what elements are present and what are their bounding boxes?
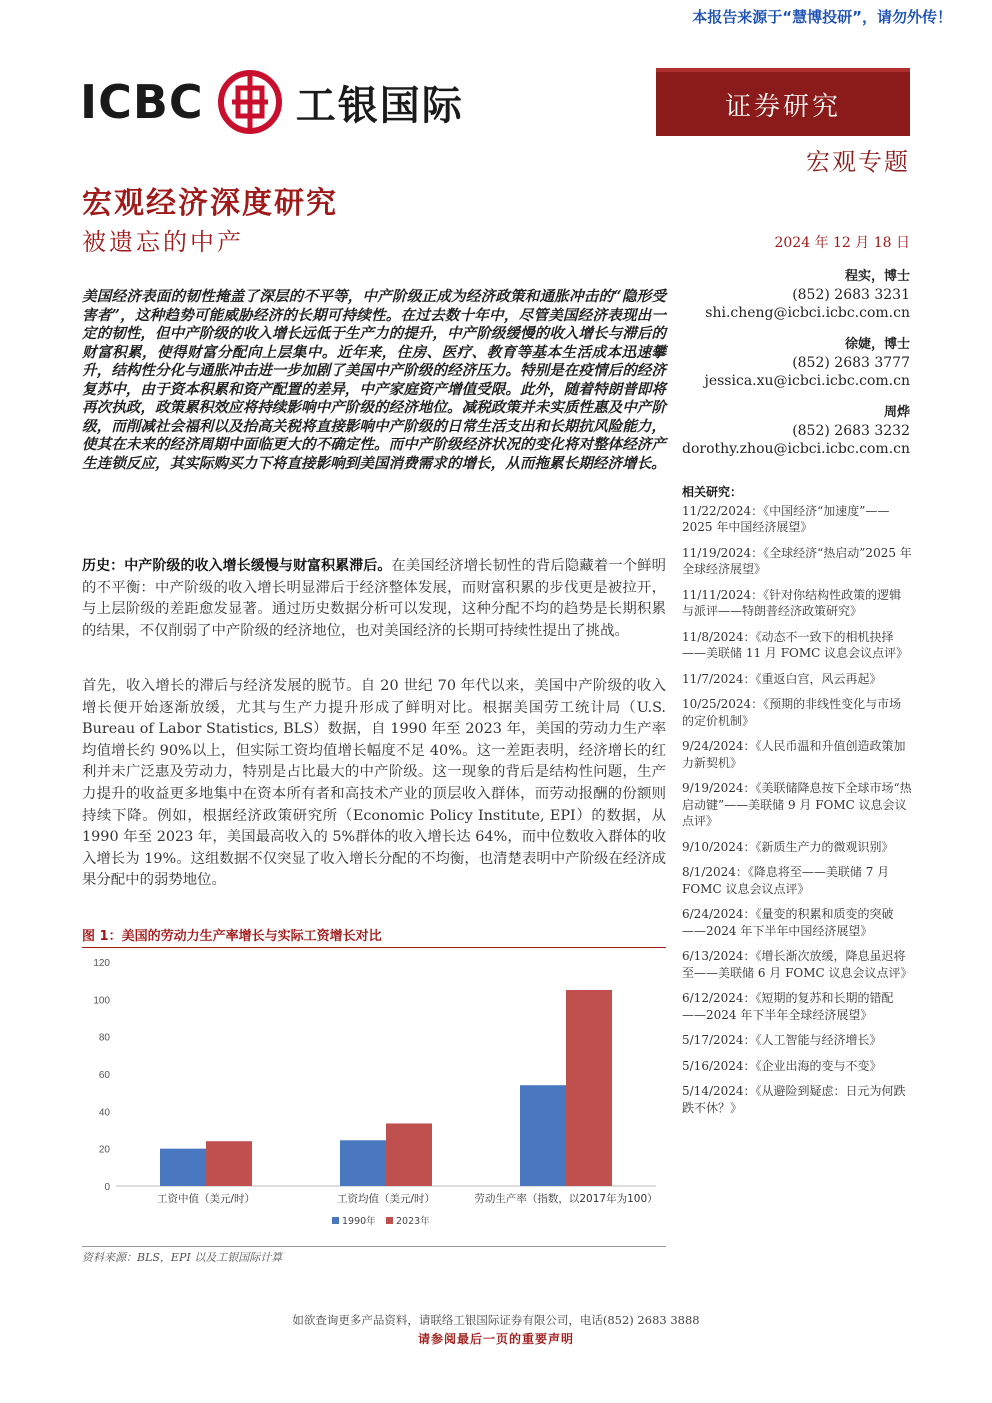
watermark-text: 本报告来源于“慧博投研”，请勿外传！ <box>692 8 952 26</box>
author-phone: (852) 2683 3231 <box>792 287 910 303</box>
related-item[interactable]: 11/11/2024：《针对你结构性政策的逻辑与派评——特朗普经济政策研究》 <box>682 587 902 618</box>
icbc-emblem-icon <box>218 70 282 134</box>
legend-swatch <box>332 1217 339 1224</box>
related-item[interactable]: 11/8/2024：《动态不一致下的相机抉择——美联储 11 月 FOMC 议息会议点评》 <box>682 629 909 660</box>
author-block <box>680 336 910 390</box>
x-tick-label: 劳动生产率（指数，以2017年为100） <box>474 1193 658 1205</box>
legend-swatch <box>386 1217 393 1224</box>
footer-contact: 如欲查询更多产品资料，请联络工银国际证券有限公司，电话(852) 2683 3888 <box>292 1313 700 1327</box>
author-list <box>680 268 910 472</box>
y-tick-label: 0 <box>104 1182 110 1193</box>
company-logo <box>80 70 464 134</box>
author-email[interactable]: jessica.xu@icbci.icbc.com.cn <box>704 373 910 389</box>
y-tick-label: 120 <box>93 958 110 969</box>
section-body: 首先，收入增长的滞后与经济发展的脱节。自 20 世纪 70 年代以来，美国中产阶级的收入增长便开始逐渐放缓，尤其与生产力提升形成了鲜明对比。根据美国劳工统计局（U.S. Bureau of Labor Statistics, BLS）数据，自 1990 年至 2023 年，美国的劳动力生产率均值增长约 90%以上，但实际工资均值增长幅度不足 40%。这一差距表明，经济增长的红利并未广泛惠及劳动力，特别是占比最大的中产阶级。这一现象的背后是结构性问题，生产力提升的收益更多地集中在资本所有者和高技术产业的顶层收入群体，而劳动报酬的份额则持续下降。例如，根据经济政策研究所（Economic Policy Institute, EPI）的数据，从 1990 年至 2023 年，美国最高收入的 5%群体的收入增长达 64%，而中位数收入群体的收入增长为 19%。这组数据不仅突显了收入增长分配的不均衡，也清楚表明中产阶级在经济成果分配中的弱势地位。 <box>82 678 666 889</box>
related-item[interactable]: 9/19/2024：《美联储降息按下全球市场“热启动键”——美联储 9 月 FOMC 议息会议点评》 <box>682 781 912 828</box>
bar-series-1 <box>160 1149 206 1186</box>
related-item[interactable]: 9/24/2024：《人民币温和升值创造政策加力新契机》 <box>682 739 906 770</box>
related-item[interactable]: 5/17/2024：《人工智能与经济增长》 <box>682 1033 882 1047</box>
report-type-tag: 证券研究 <box>656 68 910 136</box>
footer-disclaimer: 请参阅最后一页的重要声明 <box>417 1332 574 1346</box>
section-history <box>82 556 666 642</box>
related-item[interactable]: 9/10/2024：《新质生产力的微观识别》 <box>682 839 894 854</box>
related-item[interactable]: 11/19/2024：《全球经济“热启动”2025 年全球经济展望》 <box>682 545 912 576</box>
author-block <box>680 268 910 322</box>
section-lead: 历史：中产阶级的收入增长缓慢与财富积累滞后。 <box>82 558 392 574</box>
y-tick-label: 40 <box>98 1107 110 1119</box>
related-item[interactable]: 8/1/2024：《降息将至——美联储 7 月 FOMC 议息会议点评》 <box>682 865 890 896</box>
bar-series-2 <box>386 1123 432 1186</box>
executive-summary: 美国经济表面的韧性掩盖了深层的不平等，中产阶级正成为经济政策和通胀冲击的“隐形受害者”，这种趋势可能威胁经济的长期可持续性。在过去数十年中，尽管美国经济表现出一定的韧性，但中产阶级的收入增长远低于生产力的提升，中产阶级缓慢的收入增长与滞后的财富积累，使得财富分配向上层集中。近年来，住房、医疗、教育等基本生活成本迅速攀升，结构性分化与通胀冲击进一步加剧了美国中产阶级的经济压力。特别是在疫情后的经济复苏中，由于资本积累和资产配置的差异，中产家庭资产增值受限。此外，随着特朗普即将再次执政，政策累积效应将持续影响中产阶级的经济地位。减税政策并未实质性惠及中产阶级，而削减社会福利以及抬高关税将直接影响中产阶级的日常生活支出和长期抗风险能力，使其在未来的经济周期中面临更大的不确定性。而中产阶级经济状况的变化将对整体经济产生连锁反应，其实际购买力下将直接影响到美国消费需求的增长，从而拖累长期经济增长。 <box>82 288 666 472</box>
author-phone: (852) 2683 3232 <box>792 423 910 439</box>
section-income <box>82 676 666 892</box>
author-phone: (852) 2683 3777 <box>792 355 910 371</box>
report-date: 2024 年 12 月 18 日 <box>774 235 910 251</box>
bar-series-1 <box>520 1085 566 1186</box>
y-tick-label: 20 <box>98 1144 110 1156</box>
author-email[interactable]: dorothy.zhou@icbci.icbc.com.cn <box>682 441 910 457</box>
author-block <box>680 404 910 458</box>
logo-text-en: ICBC <box>80 75 204 129</box>
legend-label: 2023年 <box>396 1216 430 1227</box>
related-item[interactable]: 6/24/2024：《量变的积累和质变的突破——2024 年下半年中国经济展望》 <box>682 907 894 938</box>
related-item[interactable]: 11/7/2024：《重返白宫，风云再起》 <box>682 671 882 686</box>
author-name: 徐婕，博士 <box>844 337 910 352</box>
x-tick-label: 工资均值（美元/时） <box>336 1193 436 1205</box>
related-item[interactable]: 5/16/2024：《企业出海的变与不变》 <box>682 1058 882 1073</box>
related-item[interactable]: 10/25/2024：《预期的非线性变化与市场的定价机制》 <box>682 697 902 728</box>
y-tick-label: 60 <box>98 1070 110 1081</box>
related-item[interactable]: 5/14/2024：《从避险到疑虑：日元为何跌跌不休？》 <box>682 1084 906 1115</box>
section-body: 在美国经济增长韧性的背后隐藏着一个鲜明的不平衡：中产阶级的收入增长明显滞后于经济整体发展，而财富积累的步伐更是被拉开，与上层阶级的差距愈发显著。通过历史数据分析可以发现，这种分配不均的趋势是长期积累的结果，不仅削弱了中产阶级的经济地位，也对美国经济的长期可持续性提出了挑战。 <box>82 558 666 639</box>
related-item[interactable]: 6/13/2024：《增长渐次放缓，降息虽迟将至——美联储 6 月 FOMC 议息会议点评》 <box>682 949 913 980</box>
y-tick-label: 80 <box>98 1032 110 1044</box>
related-item[interactable]: 6/12/2024：《短期的复苏和长期的错配——2024 年下半年全球经济展望》 <box>682 991 894 1022</box>
related-header: 相关研究： <box>682 485 743 499</box>
related-item[interactable]: 11/22/2024：《中国经济“加速度”——2025 年中国经济展望》 <box>682 503 890 534</box>
y-tick-label: 100 <box>93 995 110 1007</box>
author-email[interactable]: shi.cheng@icbci.icbc.com.cn <box>705 305 910 321</box>
author-name: 周烨 <box>883 405 910 420</box>
bar-series-2 <box>566 990 612 1186</box>
bar-chart <box>82 948 666 1240</box>
related-research <box>682 484 912 1125</box>
figure-source: 资料来源：BLS，EPI 以及工银国际计算 <box>82 1246 666 1265</box>
report-subtopic: 宏观专题 <box>806 148 910 176</box>
bar-series-2 <box>206 1141 252 1186</box>
bar-series-1 <box>340 1140 386 1186</box>
report-title: 宏观经济深度研究 <box>82 186 338 221</box>
figure-title: 图 1：美国的劳动力生产率增长与实际工资增长对比 <box>82 925 666 948</box>
logo-text-cn: 工银国际 <box>295 82 464 129</box>
x-tick-label: 工资中值（美元/时） <box>156 1193 256 1205</box>
author-name: 程实，博士 <box>844 269 910 284</box>
report-subtitle: 被遗忘的中产 <box>82 228 244 256</box>
legend-label: 1990年 <box>342 1216 376 1227</box>
